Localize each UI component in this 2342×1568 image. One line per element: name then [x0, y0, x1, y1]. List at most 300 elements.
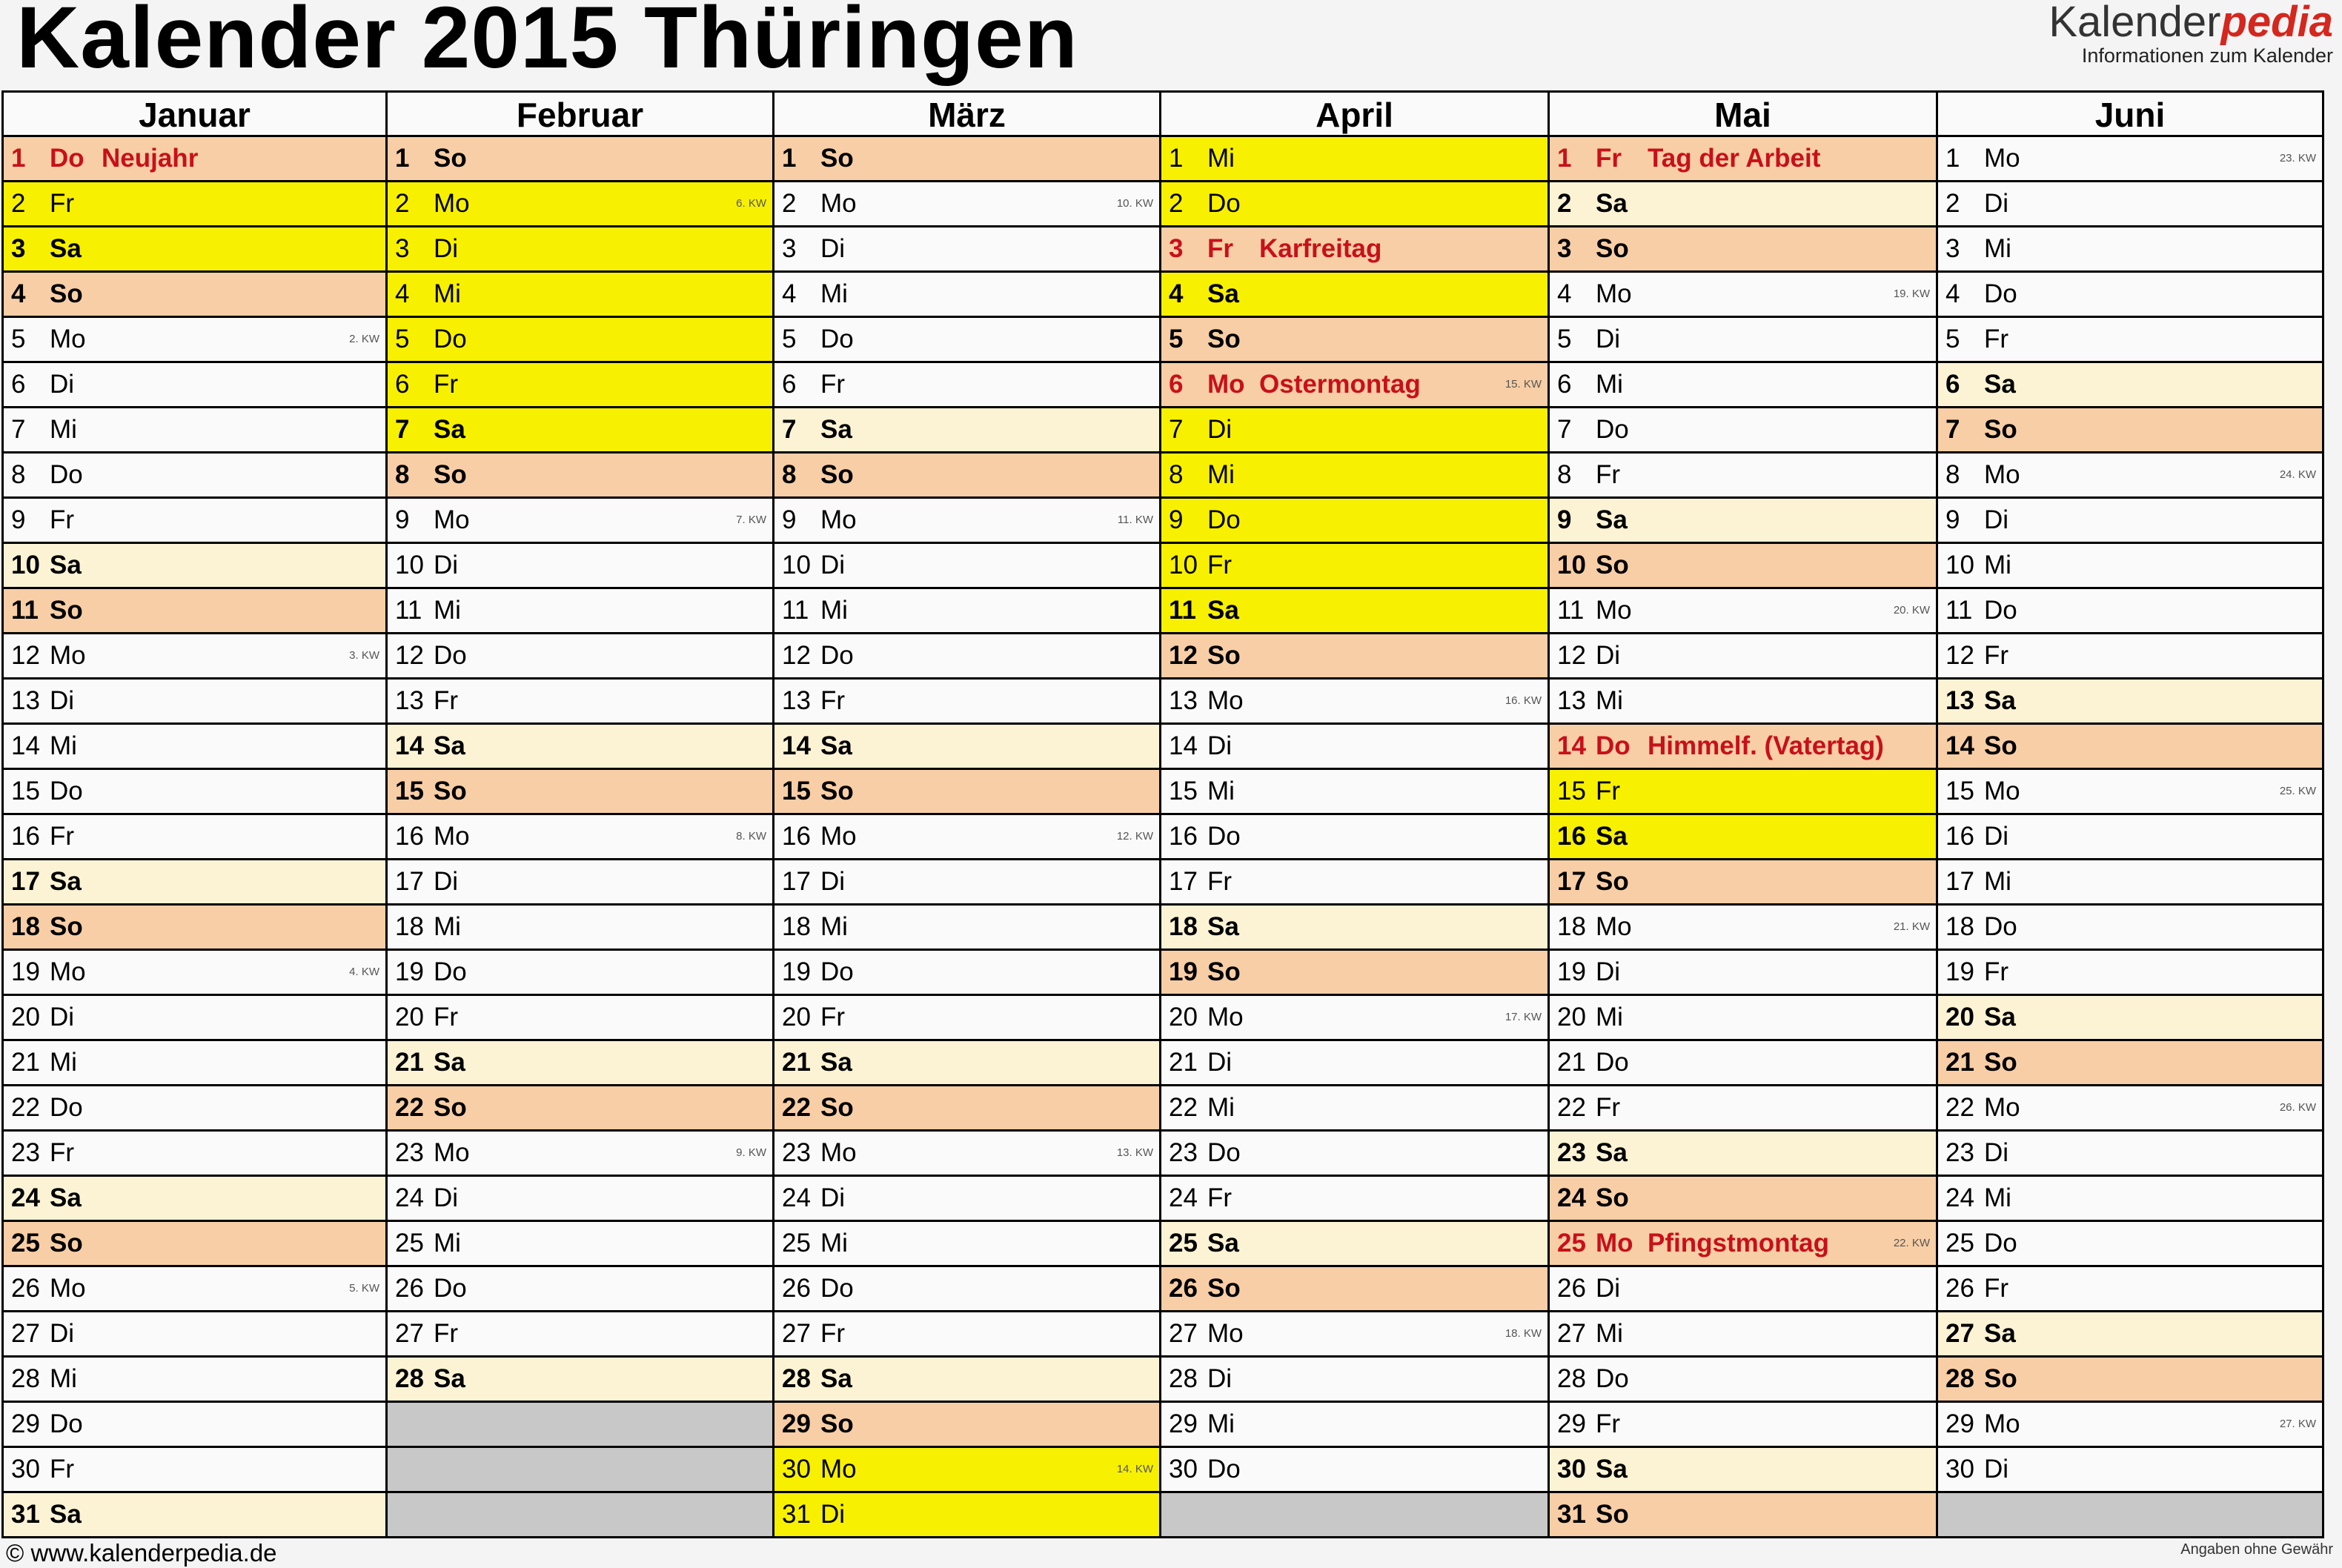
weekday: Do: [1207, 189, 1241, 218]
weekday: So: [1596, 867, 1629, 896]
day-row[interactable]: [1550, 1358, 1936, 1403]
day-row[interactable]: [774, 1403, 1159, 1448]
weekday: Do: [1207, 505, 1241, 534]
day-row[interactable]: [1550, 634, 1936, 680]
day-row[interactable]: [774, 1086, 1159, 1132]
day-row[interactable]: [774, 454, 1159, 499]
day-number: 28: [395, 1364, 424, 1393]
day-row[interactable]: [1161, 725, 1547, 770]
day-row[interactable]: [1161, 363, 1547, 408]
day-row[interactable]: [4, 860, 385, 906]
day-number: 17: [395, 867, 424, 896]
day-row[interactable]: [774, 1312, 1159, 1358]
day-row[interactable]: [1161, 1358, 1547, 1403]
day-row[interactable]: [1550, 815, 1936, 860]
day-row[interactable]: [1938, 1448, 2322, 1493]
day-number: 6: [1169, 370, 1184, 399]
day-row[interactable]: [1938, 1312, 2322, 1358]
day-row[interactable]: [388, 725, 772, 770]
weekday: Do: [1596, 415, 1629, 444]
day-row[interactable]: [1550, 1448, 1936, 1493]
day-row[interactable]: [4, 1086, 385, 1132]
weekday: So: [50, 1229, 83, 1258]
day-row[interactable]: [388, 589, 772, 634]
day-number: 7: [1169, 415, 1184, 444]
day-row[interactable]: [4, 273, 385, 318]
day-row[interactable]: [1938, 815, 2322, 860]
weekday: Do: [1984, 1229, 2017, 1258]
day-row[interactable]: [4, 770, 385, 815]
day-row[interactable]: [4, 1267, 385, 1312]
day-row[interactable]: [1550, 1267, 1936, 1312]
day-row[interactable]: [1550, 680, 1936, 725]
day-row[interactable]: [1938, 589, 2322, 634]
weekday: Sa: [434, 415, 465, 444]
day-number: 25: [11, 1229, 40, 1258]
day-row[interactable]: [4, 634, 385, 680]
day-row[interactable]: [388, 906, 772, 951]
day-row[interactable]: [4, 454, 385, 499]
weekday: Fr: [434, 370, 459, 399]
day-number: 26: [11, 1274, 40, 1303]
day-number: 11: [782, 596, 809, 625]
day-row[interactable]: [1938, 1177, 2322, 1222]
day-row[interactable]: [1161, 1312, 1547, 1358]
day-row[interactable]: [774, 318, 1159, 363]
day-number: 22: [11, 1093, 40, 1122]
day-row[interactable]: [4, 996, 385, 1041]
day-row[interactable]: [4, 499, 385, 544]
day-row[interactable]: [1161, 634, 1547, 680]
weekday: Do: [434, 325, 467, 353]
day-number: 30: [11, 1455, 40, 1484]
weekday: Fr: [434, 1003, 459, 1032]
day-row[interactable]: [774, 1267, 1159, 1312]
weekday: Sa: [1984, 1319, 2016, 1348]
day-number: 24: [1945, 1183, 1974, 1212]
day-row[interactable]: [774, 860, 1159, 906]
day-row[interactable]: [388, 1177, 772, 1222]
day-row[interactable]: [1938, 408, 2322, 454]
day-row[interactable]: [1550, 1041, 1936, 1086]
empty-day-cell: [1938, 1493, 2322, 1538]
day-row[interactable]: [4, 1222, 385, 1267]
day-row[interactable]: [1550, 1222, 1936, 1267]
day-row[interactable]: [388, 1086, 772, 1132]
day-row[interactable]: [1550, 589, 1936, 634]
day-number: 7: [782, 415, 797, 444]
day-row[interactable]: [774, 815, 1159, 860]
day-number: 6: [395, 370, 410, 399]
day-row[interactable]: [388, 634, 772, 680]
day-row[interactable]: [1161, 1267, 1547, 1312]
weekday: Di: [434, 234, 459, 263]
weekday: So: [1207, 957, 1241, 986]
weekday: Do: [434, 641, 467, 670]
weekday: Mi: [434, 596, 461, 625]
day-row[interactable]: [1938, 1222, 2322, 1267]
weekday: Mi: [1596, 1003, 1623, 1032]
day-row[interactable]: [388, 544, 772, 589]
day-row[interactable]: [1161, 1041, 1547, 1086]
day-number: 4: [1945, 279, 1960, 308]
weekday: Mi: [820, 1229, 848, 1258]
day-row[interactable]: [388, 1222, 772, 1267]
day-number: 28: [11, 1364, 40, 1393]
weekday: Mi: [50, 1048, 77, 1077]
day-number: 21: [1945, 1048, 1974, 1077]
day-row[interactable]: [1550, 227, 1936, 273]
day-row[interactable]: [4, 1448, 385, 1493]
day-number: 24: [1557, 1183, 1586, 1212]
day-row[interactable]: [1161, 499, 1547, 544]
day-row[interactable]: [1550, 273, 1936, 318]
month-header: März: [774, 90, 1159, 137]
day-row[interactable]: [1550, 1086, 1936, 1132]
day-row[interactable]: [1550, 408, 1936, 454]
calendar-week-label: 25. KW: [2279, 785, 2316, 797]
day-number: 12: [1945, 641, 1974, 670]
day-row[interactable]: [1938, 363, 2322, 408]
day-row[interactable]: [1161, 906, 1547, 951]
day-row[interactable]: [1938, 1041, 2322, 1086]
day-row[interactable]: [1550, 996, 1936, 1041]
weekday: Sa: [50, 1183, 82, 1212]
day-row[interactable]: [388, 1041, 772, 1086]
day-row[interactable]: [4, 408, 385, 454]
day-row[interactable]: [1550, 182, 1936, 227]
day-number: 20: [1557, 1003, 1586, 1032]
weekday: Mo: [1984, 777, 2020, 805]
day-row[interactable]: [1550, 860, 1936, 906]
day-row[interactable]: [1938, 454, 2322, 499]
weekday: Mi: [434, 912, 461, 941]
day-row[interactable]: [1938, 318, 2322, 363]
day-row[interactable]: [1550, 725, 1936, 770]
weekday: So: [1984, 731, 2017, 760]
day-row[interactable]: [1938, 1267, 2322, 1312]
day-row[interactable]: [1938, 951, 2322, 996]
weekday: Sa: [820, 1048, 852, 1077]
day-row[interactable]: [1938, 182, 2322, 227]
day-row[interactable]: [1550, 499, 1936, 544]
day-number: 16: [395, 822, 424, 851]
day-row[interactable]: [774, 1358, 1159, 1403]
day-row[interactable]: [4, 725, 385, 770]
day-row[interactable]: [4, 1493, 385, 1538]
weekday: Do: [820, 1274, 854, 1303]
weekday: Do: [50, 777, 83, 805]
holiday-name: Himmelf. (Vatertag): [1648, 731, 1884, 760]
day-row[interactable]: [1938, 725, 2322, 770]
day-number: 10: [1945, 551, 1974, 579]
day-row[interactable]: [1550, 951, 1936, 996]
weekday: So: [434, 777, 467, 805]
day-row[interactable]: [1161, 137, 1547, 182]
day-row[interactable]: [1550, 1132, 1936, 1177]
day-row[interactable]: [1550, 906, 1936, 951]
weekday: So: [1596, 234, 1629, 263]
day-row[interactable]: [388, 318, 772, 363]
day-number: 9: [1557, 505, 1572, 534]
weekday: Sa: [1596, 822, 1628, 851]
day-row[interactable]: [1938, 137, 2322, 182]
day-row[interactable]: [1161, 1086, 1547, 1132]
day-row[interactable]: [388, 1312, 772, 1358]
month-header: Juni: [1938, 90, 2322, 137]
day-row[interactable]: [774, 1132, 1159, 1177]
weekday: Di: [820, 1183, 846, 1212]
day-row[interactable]: [1938, 273, 2322, 318]
day-number: 28: [1169, 1364, 1198, 1393]
weekday: Di: [1596, 1274, 1621, 1303]
day-row[interactable]: [774, 137, 1159, 182]
day-row[interactable]: [4, 589, 385, 634]
day-number: 29: [1945, 1409, 1974, 1438]
day-row[interactable]: [388, 770, 772, 815]
weekday: Di: [1207, 1048, 1233, 1077]
day-row[interactable]: [774, 589, 1159, 634]
day-row[interactable]: [1161, 1177, 1547, 1222]
day-row[interactable]: [1938, 634, 2322, 680]
day-row[interactable]: [774, 996, 1159, 1041]
empty-day-cell: [388, 1493, 772, 1538]
day-row[interactable]: [1161, 589, 1547, 634]
weekday: Fr: [434, 1319, 459, 1348]
day-row[interactable]: [1161, 227, 1547, 273]
day-number: 27: [1557, 1319, 1586, 1348]
day-row[interactable]: [1938, 996, 2322, 1041]
day-row[interactable]: [1938, 860, 2322, 906]
day-row[interactable]: [1550, 137, 1936, 182]
day-row[interactable]: [388, 454, 772, 499]
weekday: Do: [434, 957, 467, 986]
day-number: 8: [782, 460, 797, 489]
weekday: Sa: [50, 234, 82, 263]
day-row[interactable]: [1161, 815, 1547, 860]
day-row[interactable]: [388, 273, 772, 318]
weekday: So: [1984, 1364, 2017, 1393]
day-row[interactable]: [1550, 1312, 1936, 1358]
day-row[interactable]: [774, 906, 1159, 951]
weekday: Sa: [50, 1500, 82, 1529]
day-row[interactable]: [4, 815, 385, 860]
weekday: So: [820, 777, 854, 805]
day-row[interactable]: [388, 951, 772, 996]
day-row[interactable]: [1161, 996, 1547, 1041]
day-row[interactable]: [1938, 770, 2322, 815]
day-number: 17: [1169, 867, 1198, 896]
weekday: So: [1596, 1500, 1629, 1529]
calendar-week-label: 11. KW: [1117, 514, 1153, 526]
day-row[interactable]: [1550, 454, 1936, 499]
calendar-week-label: 19. KW: [1893, 288, 1930, 300]
day-row[interactable]: [4, 363, 385, 408]
day-row[interactable]: [4, 137, 385, 182]
calendar-week-label: 7. KW: [736, 514, 766, 526]
day-number: 1: [395, 144, 410, 173]
day-row[interactable]: [774, 182, 1159, 227]
day-row[interactable]: [4, 680, 385, 725]
day-row[interactable]: [1938, 544, 2322, 589]
day-row[interactable]: [1161, 318, 1547, 363]
day-row[interactable]: [388, 137, 772, 182]
day-row[interactable]: [388, 1267, 772, 1312]
day-number: 23: [782, 1138, 811, 1167]
calendar-week-label: 8. KW: [736, 830, 766, 843]
day-row[interactable]: [4, 1403, 385, 1448]
day-row[interactable]: [4, 906, 385, 951]
weekday: Di: [50, 1319, 75, 1348]
day-row[interactable]: [1161, 1132, 1547, 1177]
day-row[interactable]: [1938, 1358, 2322, 1403]
day-row[interactable]: [1161, 951, 1547, 996]
day-row[interactable]: [388, 680, 772, 725]
weekday: Di: [1207, 731, 1233, 760]
day-row[interactable]: [388, 227, 772, 273]
day-row[interactable]: [4, 1041, 385, 1086]
day-row[interactable]: [4, 544, 385, 589]
day-row[interactable]: [4, 951, 385, 996]
day-number: 5: [11, 325, 26, 353]
day-row[interactable]: [774, 544, 1159, 589]
day-row[interactable]: [1161, 680, 1547, 725]
day-row[interactable]: [1161, 454, 1547, 499]
weekday: Do: [1207, 1455, 1241, 1484]
day-row[interactable]: [4, 182, 385, 227]
day-row[interactable]: [1938, 1132, 2322, 1177]
day-row[interactable]: [388, 1358, 772, 1403]
day-row[interactable]: [1550, 770, 1936, 815]
day-row[interactable]: [4, 1132, 385, 1177]
day-row[interactable]: [1550, 363, 1936, 408]
day-row[interactable]: [774, 1041, 1159, 1086]
weekday: So: [434, 460, 467, 489]
calendar-grid: [1, 90, 2324, 1538]
day-row[interactable]: [1550, 1403, 1936, 1448]
day-row[interactable]: [388, 860, 772, 906]
day-number: 22: [1945, 1093, 1974, 1122]
day-number: 2: [395, 189, 410, 218]
calendar-week-label: 4. KW: [349, 966, 379, 978]
day-number: 18: [1557, 912, 1586, 941]
weekday: So: [434, 1093, 467, 1122]
day-row[interactable]: [774, 1222, 1159, 1267]
day-row[interactable]: [1938, 499, 2322, 544]
day-row[interactable]: [774, 363, 1159, 408]
day-row[interactable]: [388, 408, 772, 454]
day-row[interactable]: [1938, 1403, 2322, 1448]
day-row[interactable]: [388, 996, 772, 1041]
weekday: So: [50, 912, 83, 941]
day-number: 14: [782, 731, 811, 760]
day-number: 15: [1557, 777, 1586, 805]
day-row[interactable]: [1161, 408, 1547, 454]
day-row[interactable]: [388, 1132, 772, 1177]
day-row[interactable]: [774, 1448, 1159, 1493]
day-row[interactable]: [388, 499, 772, 544]
day-number: 25: [1945, 1229, 1974, 1258]
day-row[interactable]: [1161, 182, 1547, 227]
footer-copyright[interactable]: © www.kalenderpedia.de: [6, 1539, 277, 1567]
day-row[interactable]: [774, 770, 1159, 815]
day-row[interactable]: [1161, 860, 1547, 906]
weekday: Sa: [50, 867, 82, 896]
day-row[interactable]: [388, 363, 772, 408]
day-row[interactable]: [388, 815, 772, 860]
weekday: Fr: [1984, 1274, 2009, 1303]
day-row[interactable]: [774, 408, 1159, 454]
calendar-week-label: 9. KW: [736, 1146, 766, 1159]
day-number: 22: [395, 1093, 424, 1122]
day-row[interactable]: [1938, 680, 2322, 725]
day-row[interactable]: [1550, 544, 1936, 589]
day-row[interactable]: [1550, 1177, 1936, 1222]
day-row[interactable]: [1161, 544, 1547, 589]
weekday: Di: [820, 1500, 846, 1529]
day-number: 1: [1945, 144, 1960, 173]
calendar-week-label: 21. KW: [1893, 920, 1930, 933]
calendar-week-label: 14. KW: [1116, 1463, 1153, 1475]
day-row[interactable]: [1161, 1403, 1547, 1448]
day-row[interactable]: [774, 227, 1159, 273]
weekday: Fr: [50, 1138, 75, 1167]
day-row[interactable]: [774, 725, 1159, 770]
day-row[interactable]: [774, 1493, 1159, 1538]
month-header: Mai: [1550, 90, 1936, 137]
day-row[interactable]: [4, 1177, 385, 1222]
day-number: 30: [1945, 1455, 1974, 1484]
day-row[interactable]: [388, 182, 772, 227]
calendar-week-label: 22. KW: [1893, 1237, 1930, 1249]
day-number: 20: [782, 1003, 811, 1032]
day-row[interactable]: [1161, 770, 1547, 815]
day-number: 24: [1169, 1183, 1198, 1212]
weekday: So: [1984, 1048, 2017, 1077]
day-row[interactable]: [774, 273, 1159, 318]
day-row[interactable]: [1938, 227, 2322, 273]
day-row[interactable]: [1550, 1493, 1936, 1538]
brand-logo[interactable]: [2049, 0, 2333, 67]
day-row[interactable]: [1161, 1448, 1547, 1493]
day-row[interactable]: [1550, 318, 1936, 363]
weekday: Di: [1984, 822, 2009, 851]
weekday: Fr: [1207, 234, 1233, 263]
day-number: 23: [395, 1138, 424, 1167]
day-row[interactable]: [4, 318, 385, 363]
day-number: 17: [11, 867, 40, 896]
weekday: Fr: [1984, 641, 2009, 670]
day-row[interactable]: [1938, 906, 2322, 951]
day-number: 2: [11, 189, 26, 218]
day-row[interactable]: [4, 1312, 385, 1358]
day-row[interactable]: [4, 227, 385, 273]
day-row[interactable]: [774, 951, 1159, 996]
day-row[interactable]: [4, 1358, 385, 1403]
day-row[interactable]: [774, 1177, 1159, 1222]
day-row[interactable]: [1161, 1222, 1547, 1267]
day-row[interactable]: [774, 499, 1159, 544]
day-number: 18: [782, 912, 811, 941]
day-number: 6: [782, 370, 797, 399]
weekday: Mo: [1984, 460, 2020, 489]
day-row[interactable]: [1938, 1086, 2322, 1132]
day-row[interactable]: [774, 680, 1159, 725]
weekday: Mi: [1596, 1319, 1623, 1348]
day-row[interactable]: [774, 634, 1159, 680]
holiday-name: Ostermontag: [1259, 370, 1421, 399]
day-row[interactable]: [1161, 273, 1547, 318]
